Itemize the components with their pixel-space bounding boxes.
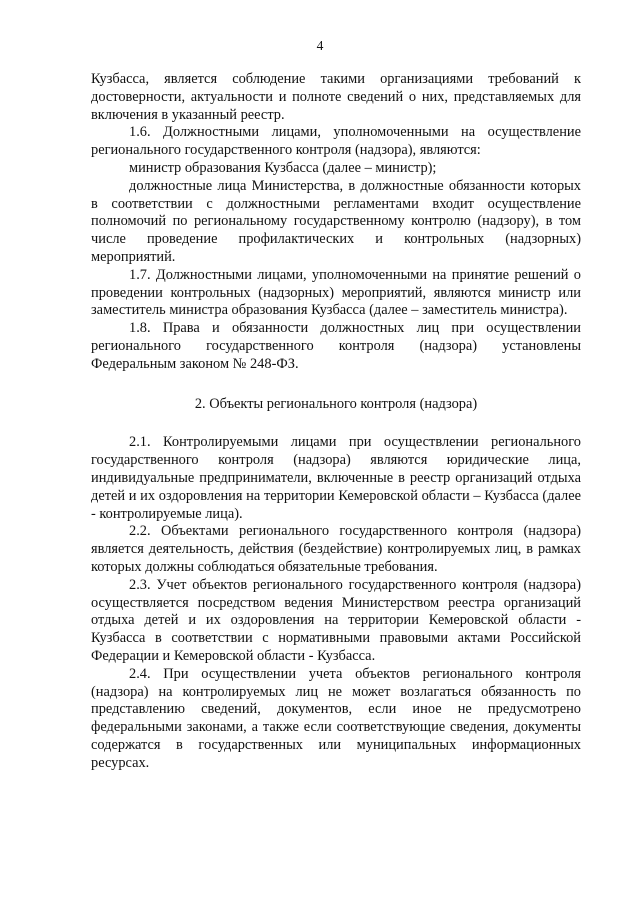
- page-number: 4: [316, 38, 324, 53]
- paragraph-officials: должностные лица Министерства, в должностные обязанности которых в соответствии с должностными регламентами входит осуществление полномочий по региональному государственному контролю (надзору), в том числе проведение профилактических и контрольных (надзорных) мероприятий.: [91, 177, 581, 265]
- paragraph-minister: министр образования Кузбасса (далее – министр);: [129, 159, 437, 176]
- paragraph-continuation: Кузбасса, является соблюдение такими организациями требований к достоверности, актуальности и полноте сведений о них, представляемых для включения в указанный реестр.: [91, 71, 581, 123]
- paragraph-2-1: 2.1. Контролируемыми лицами при осуществлении регионального государственного контроля (надзора) являются юридические лица, индивидуальные предприниматели, включенные в реестр организаций отдыха детей и их оздоровления на территории Кемеровской области – Кузбасса (далее - контролируемые лица).: [91, 434, 581, 522]
- paragraph-2-3: 2.3. Учет объектов регионального государственного контроля (надзора) осуществляется посредством ведения Министерством реестра организаций отдыха детей и их оздоровления на территории Кемеровской области - Кузбасса в соответствии с нормативными правовыми актами Российской Федерации и Кемеровской области - Кузбасса.: [91, 576, 581, 664]
- paragraph-1-6: 1.6. Должностными лицами, уполномоченными на осуществление регионального государственного контроля (надзора), являются:: [91, 124, 581, 159]
- paragraph-2-2: 2.2. Объектами регионального государственного контроля (надзора) является деятельность, действия (бездействие) контролируемых лиц, в рамках которых должны соблюдаться обязательные требования.: [91, 523, 581, 575]
- document-body: [91, 71, 581, 772]
- paragraph-2-4: 2.4. При осуществлении учета объектов регионального контроля (надзора) на контролируемых лиц не может возлагаться обязанность по представлению сведений, документов, если иное не предусмотрено федеральными законами, а также если соответствующие сведения, документы содержатся в государственных или муниципальных информационных ресурсах.: [91, 665, 581, 771]
- paragraph-1-8: 1.8. Права и обязанности должностных лиц при осуществлении регионального государственного контроля (надзора) установлены Федеральным законом № 248-ФЗ.: [91, 320, 581, 372]
- section-heading: 2. Объекты регионального контроля (надзора): [194, 395, 478, 412]
- paragraph-1-7: 1.7. Должностными лицами, уполномоченными на принятие решений о проведении контрольных (надзорных) мероприятий, являются министр или заместитель министра образования Кузбасса (далее – заместитель министра).: [91, 266, 581, 319]
